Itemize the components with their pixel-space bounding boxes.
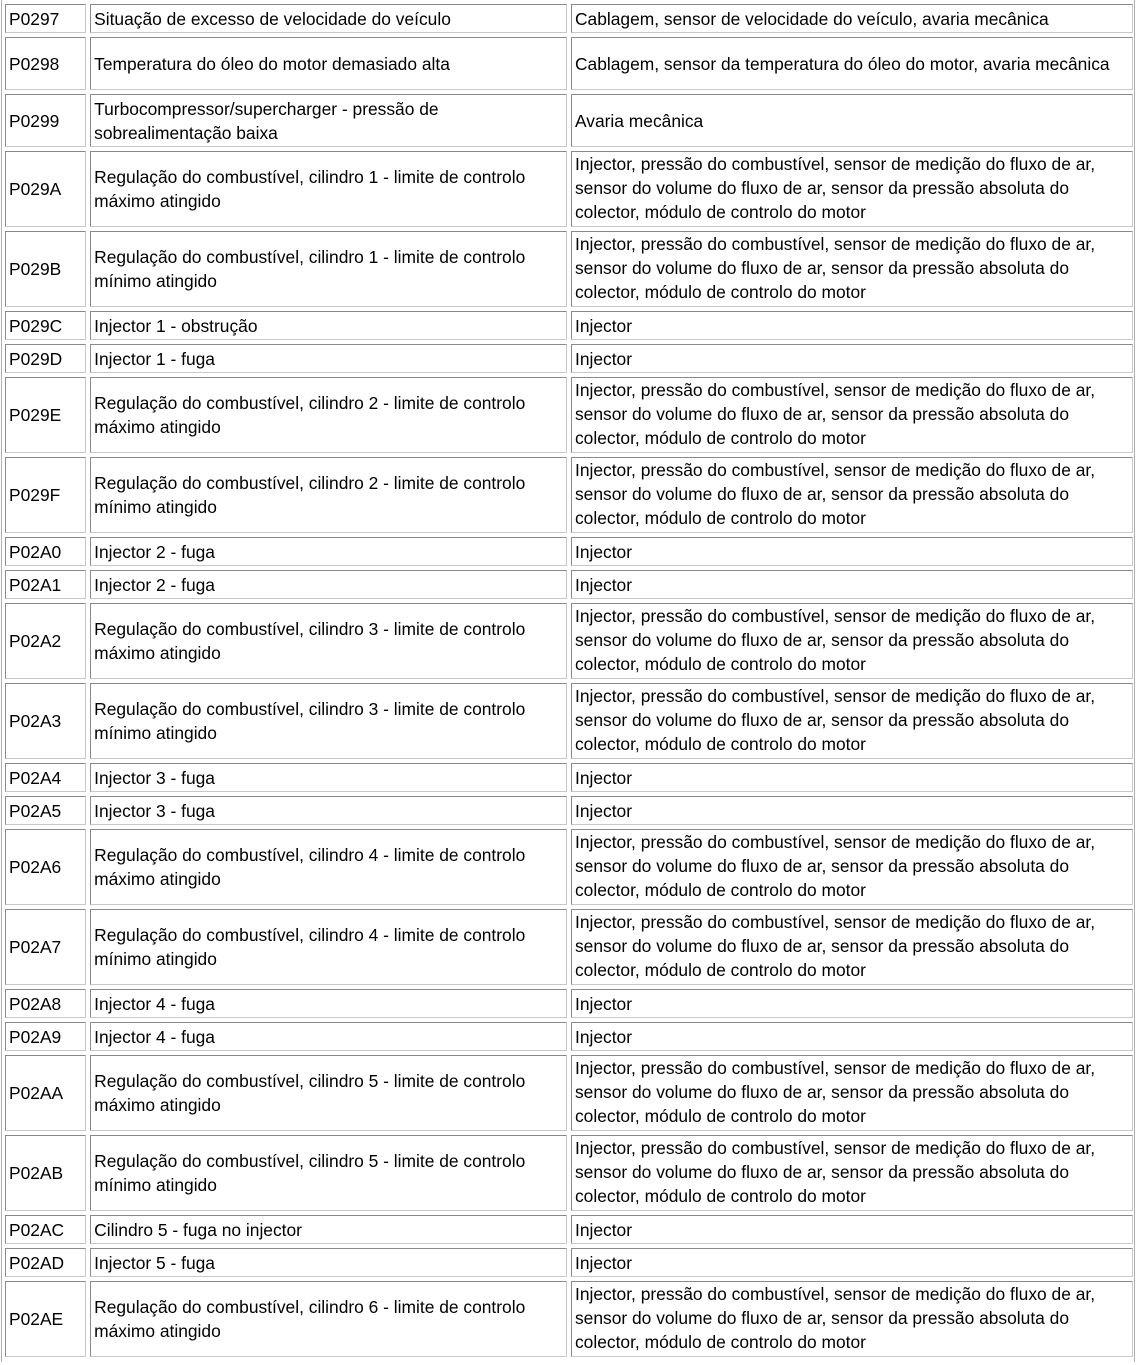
dtc-description-cell: Injector 3 - fuga (90, 796, 567, 825)
dtc-description-cell: Injector 4 - fuga (90, 1022, 567, 1051)
dtc-code-cell: P02AD (5, 1248, 86, 1277)
table-row (5, 457, 1133, 533)
dtc-causes-cell: Injector, pressão do combustível, sensor de medição do fluxo de ar, sensor do volume do fluxo de ar, sensor da pressão absoluta do colector, módulo de controlo do motor (571, 829, 1133, 905)
table-row (5, 989, 1133, 1018)
table-row (5, 231, 1133, 307)
dtc-table (5, 0, 1133, 1361)
dtc-code-cell: P02A3 (5, 683, 86, 759)
dtc-description-cell: Regulação do combustível, cilindro 6 - limite de controlo máximo atingido (90, 1281, 567, 1357)
table-row (5, 1281, 1133, 1357)
dtc-description-cell: Regulação do combustível, cilindro 1 - limite de controlo máximo atingido (90, 151, 567, 227)
dtc-causes-cell: Injector, pressão do combustível, sensor de medição do fluxo de ar, sensor do volume do fluxo de ar, sensor da pressão absoluta do colector, módulo de controlo do motor (571, 1055, 1133, 1131)
table-row (5, 37, 1133, 90)
dtc-table-body (5, 4, 1133, 1357)
dtc-description-cell: Injector 1 - fuga (90, 344, 567, 373)
dtc-causes-cell: Injector (571, 1022, 1133, 1051)
dtc-causes-cell: Injector, pressão do combustível, sensor de medição do fluxo de ar, sensor do volume do fluxo de ar, sensor da pressão absoluta do colector, módulo de controlo do motor (571, 1135, 1133, 1211)
table-row (5, 603, 1133, 679)
dtc-causes-cell: Injector (571, 537, 1133, 566)
dtc-causes-cell: Injector (571, 1248, 1133, 1277)
dtc-description-cell: Injector 4 - fuga (90, 989, 567, 1018)
dtc-description-cell: Cilindro 5 - fuga no injector (90, 1215, 567, 1244)
dtc-description-cell: Turbocompressor/supercharger - pressão de sobrealimentação baixa (90, 94, 567, 147)
dtc-code-cell: P0297 (5, 4, 86, 33)
dtc-causes-cell: Cablagem, sensor da temperatura do óleo do motor, avaria mecânica (571, 37, 1133, 90)
dtc-description-cell: Regulação do combustível, cilindro 2 - limite de controlo máximo atingido (90, 377, 567, 453)
dtc-causes-cell: Injector (571, 796, 1133, 825)
dtc-code-cell: P0299 (5, 94, 86, 147)
table-row (5, 94, 1133, 147)
dtc-code-cell: P02AA (5, 1055, 86, 1131)
dtc-code-cell: P02A1 (5, 570, 86, 599)
table-row (5, 4, 1133, 33)
dtc-causes-cell: Injector (571, 763, 1133, 792)
table-row (5, 1248, 1133, 1277)
table-row (5, 683, 1133, 759)
dtc-code-cell: P02A6 (5, 829, 86, 905)
dtc-causes-cell: Avaria mecânica (571, 94, 1133, 147)
table-row (5, 537, 1133, 566)
dtc-table-frame (1, 0, 1135, 1362)
dtc-code-cell: P029B (5, 231, 86, 307)
dtc-description-cell: Injector 5 - fuga (90, 1248, 567, 1277)
dtc-code-cell: P0298 (5, 37, 86, 90)
table-row (5, 151, 1133, 227)
dtc-code-cell: P02A5 (5, 796, 86, 825)
dtc-causes-cell: Injector (571, 570, 1133, 599)
dtc-code-cell: P029C (5, 311, 86, 340)
dtc-causes-cell: Injector, pressão do combustível, sensor de medição do fluxo de ar, sensor do volume do fluxo de ar, sensor da pressão absoluta do colector, módulo de controlo do motor (571, 151, 1133, 227)
dtc-code-cell: P02A4 (5, 763, 86, 792)
table-row (5, 377, 1133, 453)
dtc-code-cell: P02A7 (5, 909, 86, 985)
dtc-code-cell: P029A (5, 151, 86, 227)
dtc-causes-cell: Injector, pressão do combustível, sensor de medição do fluxo de ar, sensor do volume do fluxo de ar, sensor da pressão absoluta do colector, módulo de controlo do motor (571, 231, 1133, 307)
table-row (5, 829, 1133, 905)
dtc-code-cell: P02AB (5, 1135, 86, 1211)
dtc-causes-cell: Injector, pressão do combustível, sensor de medição do fluxo de ar, sensor do volume do fluxo de ar, sensor da pressão absoluta do colector, módulo de controlo do motor (571, 457, 1133, 533)
dtc-description-cell: Injector 2 - fuga (90, 570, 567, 599)
dtc-code-cell: P02AE (5, 1281, 86, 1357)
dtc-causes-cell: Injector (571, 989, 1133, 1018)
table-row (5, 1055, 1133, 1131)
table-row (5, 1135, 1133, 1211)
table-row (5, 1022, 1133, 1051)
dtc-code-cell: P02A2 (5, 603, 86, 679)
table-row (5, 796, 1133, 825)
dtc-causes-cell: Injector (571, 311, 1133, 340)
dtc-causes-cell: Injector, pressão do combustível, sensor de medição do fluxo de ar, sensor do volume do fluxo de ar, sensor da pressão absoluta do colector, módulo de controlo do motor (571, 909, 1133, 985)
dtc-description-cell: Regulação do combustível, cilindro 2 - limite de controlo mínimo atingido (90, 457, 567, 533)
dtc-causes-cell: Injector, pressão do combustível, sensor de medição do fluxo de ar, sensor do volume do fluxo de ar, sensor da pressão absoluta do colector, módulo de controlo do motor (571, 1281, 1133, 1357)
dtc-description-cell: Injector 2 - fuga (90, 537, 567, 566)
dtc-description-cell: Temperatura do óleo do motor demasiado alta (90, 37, 567, 90)
dtc-description-cell: Regulação do combustível, cilindro 4 - limite de controlo mínimo atingido (90, 909, 567, 985)
dtc-code-cell: P02A0 (5, 537, 86, 566)
dtc-causes-cell: Injector (571, 1215, 1133, 1244)
dtc-description-cell: Regulação do combustível, cilindro 4 - limite de controlo máximo atingido (90, 829, 567, 905)
dtc-causes-cell: Injector (571, 344, 1133, 373)
table-row (5, 344, 1133, 373)
dtc-description-cell: Injector 3 - fuga (90, 763, 567, 792)
dtc-causes-cell: Injector, pressão do combustível, sensor de medição do fluxo de ar, sensor do volume do fluxo de ar, sensor da pressão absoluta do colector, módulo de controlo do motor (571, 377, 1133, 453)
dtc-description-cell: Regulação do combustível, cilindro 5 - limite de controlo máximo atingido (90, 1055, 567, 1131)
dtc-description-cell: Regulação do combustível, cilindro 1 - limite de controlo mínimo atingido (90, 231, 567, 307)
table-row (5, 570, 1133, 599)
dtc-description-cell: Regulação do combustível, cilindro 5 - limite de controlo mínimo atingido (90, 1135, 567, 1211)
dtc-description-cell: Regulação do combustível, cilindro 3 - limite de controlo mínimo atingido (90, 683, 567, 759)
dtc-causes-cell: Injector, pressão do combustível, sensor de medição do fluxo de ar, sensor do volume do fluxo de ar, sensor da pressão absoluta do colector, módulo de controlo do motor (571, 683, 1133, 759)
dtc-description-cell: Injector 1 - obstrução (90, 311, 567, 340)
dtc-description-cell: Situação de excesso de velocidade do veículo (90, 4, 567, 33)
dtc-description-cell: Regulação do combustível, cilindro 3 - limite de controlo máximo atingido (90, 603, 567, 679)
dtc-causes-cell: Injector, pressão do combustível, sensor de medição do fluxo de ar, sensor do volume do fluxo de ar, sensor da pressão absoluta do colector, módulo de controlo do motor (571, 603, 1133, 679)
table-row (5, 1215, 1133, 1244)
dtc-code-cell: P02AC (5, 1215, 86, 1244)
dtc-code-cell: P029D (5, 344, 86, 373)
table-row (5, 909, 1133, 985)
dtc-code-cell: P029E (5, 377, 86, 453)
dtc-code-cell: P029F (5, 457, 86, 533)
dtc-causes-cell: Cablagem, sensor de velocidade do veículo, avaria mecânica (571, 4, 1133, 33)
table-row (5, 311, 1133, 340)
dtc-code-cell: P02A8 (5, 989, 86, 1018)
table-row (5, 763, 1133, 792)
dtc-code-cell: P02A9 (5, 1022, 86, 1051)
